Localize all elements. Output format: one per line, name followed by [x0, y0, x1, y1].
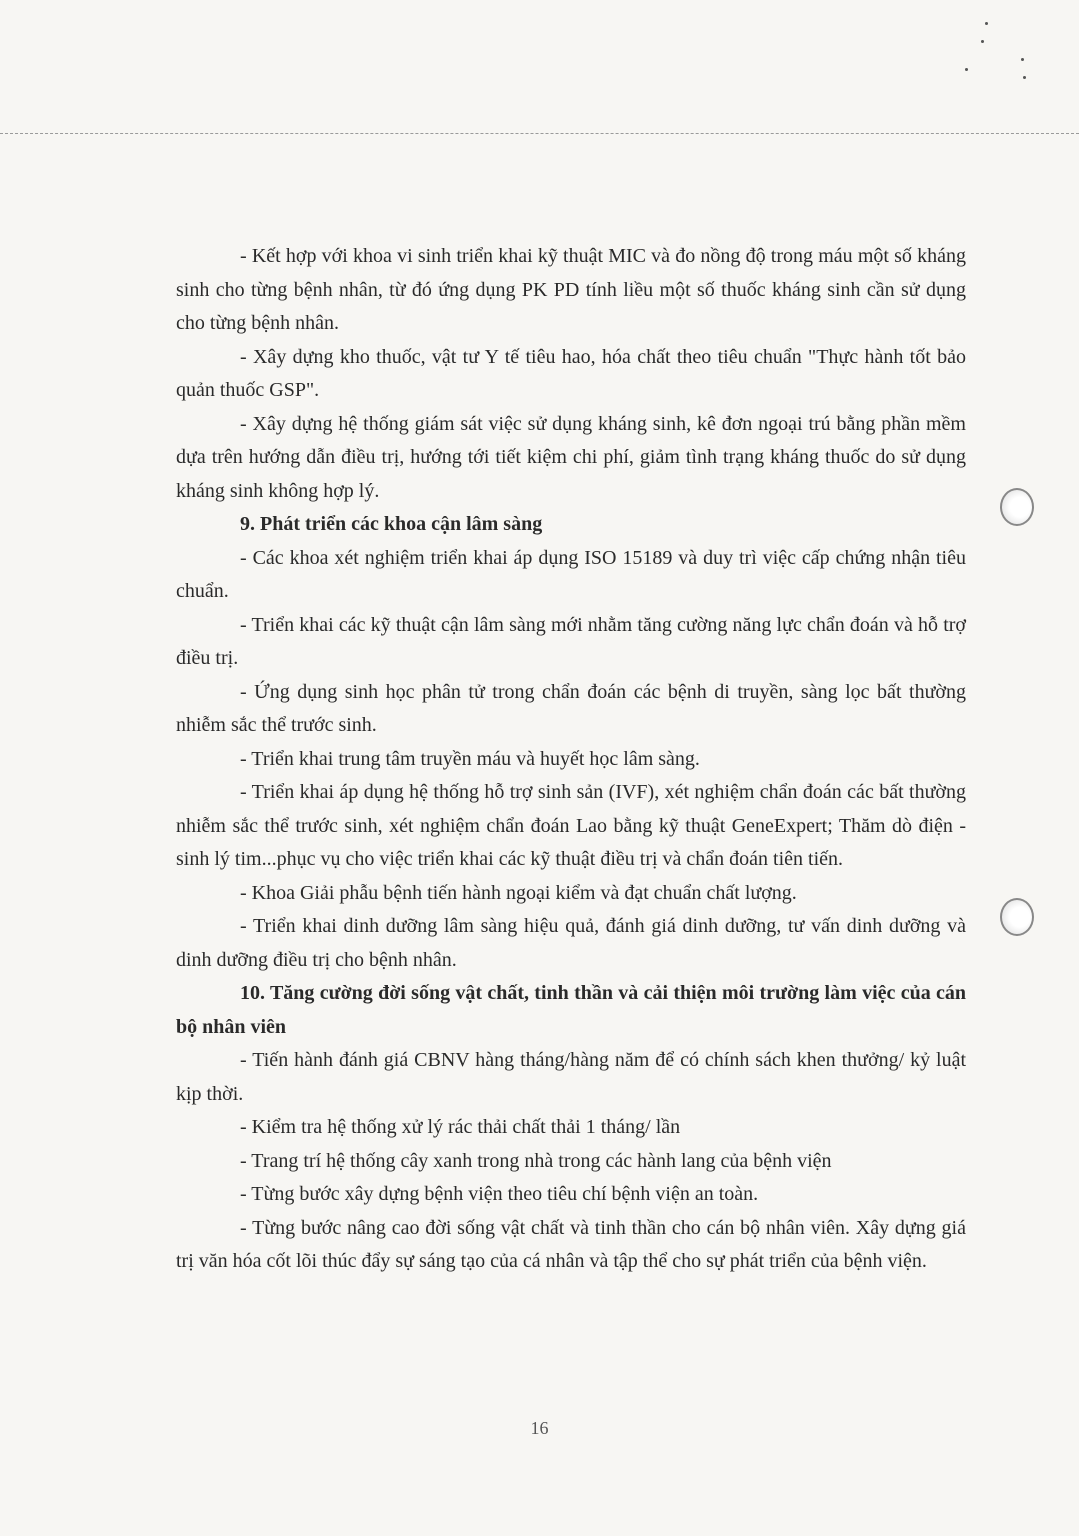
page-number: 16 [530, 1418, 549, 1438]
paragraph-waste-inspection: - Kiểm tra hệ thống xử lý rác thải chất thải 1 tháng/ lần [240, 1116, 681, 1138]
paragraph-blood-transfusion: - Triển khai trung tâm truyền máu và huyết học lâm sàng. [240, 747, 700, 770]
punch-hole-upper [1000, 488, 1034, 526]
paragraph-mic-antibiotics: - Kết hợp với khoa vi sinh triển khai kỹ thuật MIC và đo nồng độ trong máu một số kháng sinh cho từng bệnh nhân, từ đó ứng dụng PK PD tính liều một số thuốc kháng sinh cần sử dụng cho từng bệnh nhân. [176, 245, 966, 334]
paragraph-pathology: - Khoa Giải phẫu bệnh tiến hành ngoại kiểm và đạt chuẩn chất lượng. [240, 881, 797, 904]
paragraph-antibiotic-monitoring: - Xây dựng hệ thống giám sát việc sử dụng kháng sinh, kê đơn ngoại trú bằng phần mềm dựa trên hướng dẫn điều trị, hướng tới tiết kiệm chi phí, giảm tình trạng kháng thuốc do sử dụng kháng sinh không hợp lý. [176, 412, 966, 502]
paragraph-ivf: - Triển khai áp dụng hệ thống hỗ trợ sinh sản (IVF), xét nghiệm chẩn đoán các bất thường nhiễm sắc thể trước sinh, xét nghiệm chẩn đoán Lao bằng kỹ thuật GeneExpert; Thăm dò điện - sinh lý tim...phục vụ cho việc triển khai các kỹ thuật điều trị và chẩn đoán tiên tiến. [176, 781, 966, 870]
paragraph-gsp-storage: - Xây dựng kho thuốc, vật tư Y tế tiêu hao, hóa chất theo tiêu chuẩn "Thực hành tốt bảo quản thuốc GSP". [176, 345, 966, 401]
section-heading-9: 9. Phát triển các khoa cận lâm sàng [240, 513, 543, 535]
paragraph-safe-hospital: - Từng bước xây dựng bệnh viện theo tiêu chí bệnh viện an toàn. [240, 1183, 759, 1205]
punch-hole-lower [1000, 898, 1034, 936]
paragraph-staff-evaluation: - Tiến hành đánh giá CBNV hàng tháng/hàng năm để có chính sách khen thưởng/ kỷ luật kịp thời. [176, 1049, 966, 1105]
paragraph-iso-15189: - Các khoa xét nghiệm triển khai áp dụng ISO 15189 và duy trì việc cấp chứng nhận tiêu chuẩn. [176, 546, 966, 602]
paragraph-molecular-biology: - Ứng dụng sinh học phân tử trong chẩn đoán các bệnh di truyền, sàng lọc bất thường nhiễm sắc thể trước sinh. [176, 680, 966, 736]
document-body [176, 240, 966, 1279]
paragraph-nutrition: - Triển khai dinh dưỡng lâm sàng hiệu quả, đánh giá dinh dưỡng, tư vấn dinh dưỡng và dinh dưỡng điều trị cho bệnh nhân. [176, 915, 966, 971]
paragraph-new-paraclinical: - Triển khai các kỹ thuật cận lâm sàng mới nhằm tăng cường năng lực chẩn đoán và hỗ trợ điều trị. [176, 613, 966, 669]
section-heading-10: 10. Tăng cường đời sống vật chất, tinh thần và cải thiện môi trường làm việc của cán bộ nhân viên [176, 982, 966, 1038]
paragraph-staff-wellbeing: - Từng bước nâng cao đời sống vật chất và tinh thần cho cán bộ nhân viên. Xây dựng giá trị văn hóa cốt lõi thúc đẩy sự sáng tạo của cá nhân và tập thể cho sự phát triển của bệnh viện. [176, 1216, 966, 1272]
paragraph-greenery: - Trang trí hệ thống cây xanh trong nhà trong các hành lang của bệnh viện [240, 1149, 832, 1172]
scan-header-line [0, 133, 1079, 134]
scan-specks [955, 18, 1035, 88]
